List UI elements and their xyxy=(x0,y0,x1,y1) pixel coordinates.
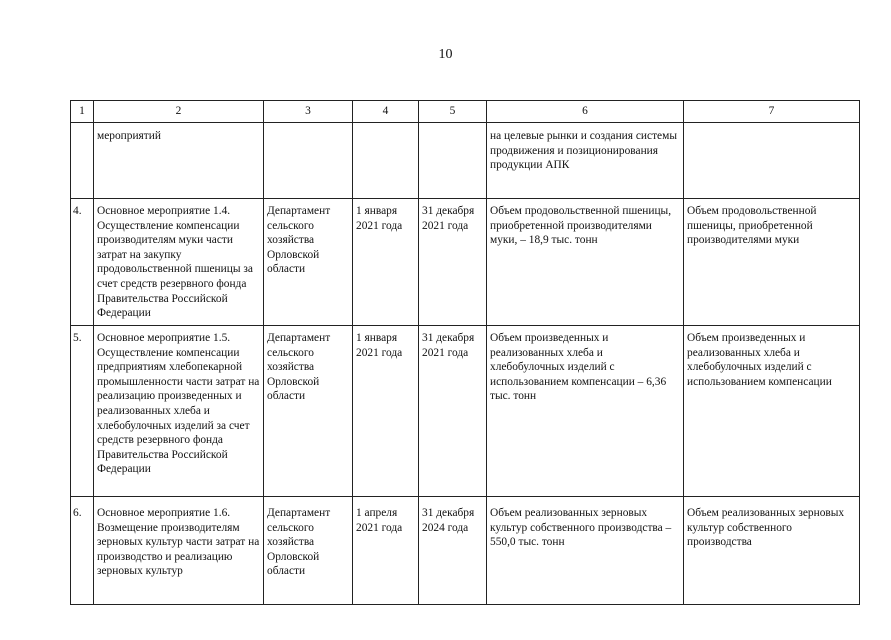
measure-name-cell: Основное мероприятие 1.5. Осуществление компенсации предприятиям хлебопекарной промышленности части затрат на реализацию произведенных и реализованных хлеба и хлебобулочных изделий за счет средств резервного фонда Правительства Российской Федерации xyxy=(94,326,264,497)
row-number-cell: 5. xyxy=(71,326,94,497)
indicator-cell: Объем произведенных и реализованных хлеба и хлебобулочных изделий с использованием компенсации xyxy=(684,326,860,497)
start-date-cell: 1 января 2021 года xyxy=(353,326,419,497)
measure-name-cell: мероприятий xyxy=(94,123,264,199)
header-cell: 2 xyxy=(94,101,264,123)
table-row xyxy=(71,326,860,497)
end-date-cell xyxy=(419,123,487,199)
expected-result-cell: Объем продовольственной пшеницы, приобретенной производителями муки, – 18,9 тыс. тонн xyxy=(487,199,684,326)
row-number-cell: 6. xyxy=(71,497,94,605)
measures-table xyxy=(70,100,860,605)
header-cell: 3 xyxy=(264,101,353,123)
start-date-cell xyxy=(353,123,419,199)
expected-result-cell: Объем произведенных и реализованных хлеба и хлебобулочных изделий с использованием компенсации – 6,36 тыс. тонн xyxy=(487,326,684,497)
page-number: 10 xyxy=(438,47,453,62)
end-date-cell: 31 декабря 2024 года xyxy=(419,497,487,605)
table-row xyxy=(71,497,860,605)
start-date-cell: 1 января 2021 года xyxy=(353,199,419,326)
start-date-cell: 1 апреля 2021 года xyxy=(353,497,419,605)
indicator-cell: Объем продовольственной пшеницы, приобретенной производителями муки xyxy=(684,199,860,326)
header-cell: 1 xyxy=(71,101,94,123)
executor-cell: Департамент сельского хозяйства Орловской области xyxy=(264,497,353,605)
indicator-cell: Объем реализованных зерновых культур собственного производства xyxy=(684,497,860,605)
expected-result-cell: Объем реализованных зерновых культур собственного производства – 550,0 тыс. тонн xyxy=(487,497,684,605)
executor-cell xyxy=(264,123,353,199)
end-date-cell: 31 декабря 2021 года xyxy=(419,199,487,326)
header-cell: 6 xyxy=(487,101,684,123)
header-cell: 4 xyxy=(353,101,419,123)
indicator-cell xyxy=(684,123,860,199)
row-number-cell: 4. xyxy=(71,199,94,326)
header-cell: 7 xyxy=(684,101,860,123)
header-cell: 5 xyxy=(419,101,487,123)
executor-cell: Департамент сельского хозяйства Орловской области xyxy=(264,326,353,497)
measure-name-cell: Основное мероприятие 1.4. Осуществление компенсации производителям муки части затрат на закупку продовольственной пшеницы за счет средств резервного фонда Правительства Российской Федерации xyxy=(94,199,264,326)
table-header-row xyxy=(71,101,860,123)
table-row xyxy=(71,123,860,199)
row-number-cell xyxy=(71,123,94,199)
end-date-cell: 31 декабря 2021 года xyxy=(419,326,487,497)
executor-cell: Департамент сельского хозяйства Орловской области xyxy=(264,199,353,326)
table-row xyxy=(71,199,860,326)
expected-result-cell: на целевые рынки и создания системы продвижения и позиционирования продукции АПК xyxy=(487,123,684,199)
measure-name-cell: Основное мероприятие 1.6. Возмещение производителям зерновых культур части затрат на производство и реализацию зерновых культур xyxy=(94,497,264,605)
